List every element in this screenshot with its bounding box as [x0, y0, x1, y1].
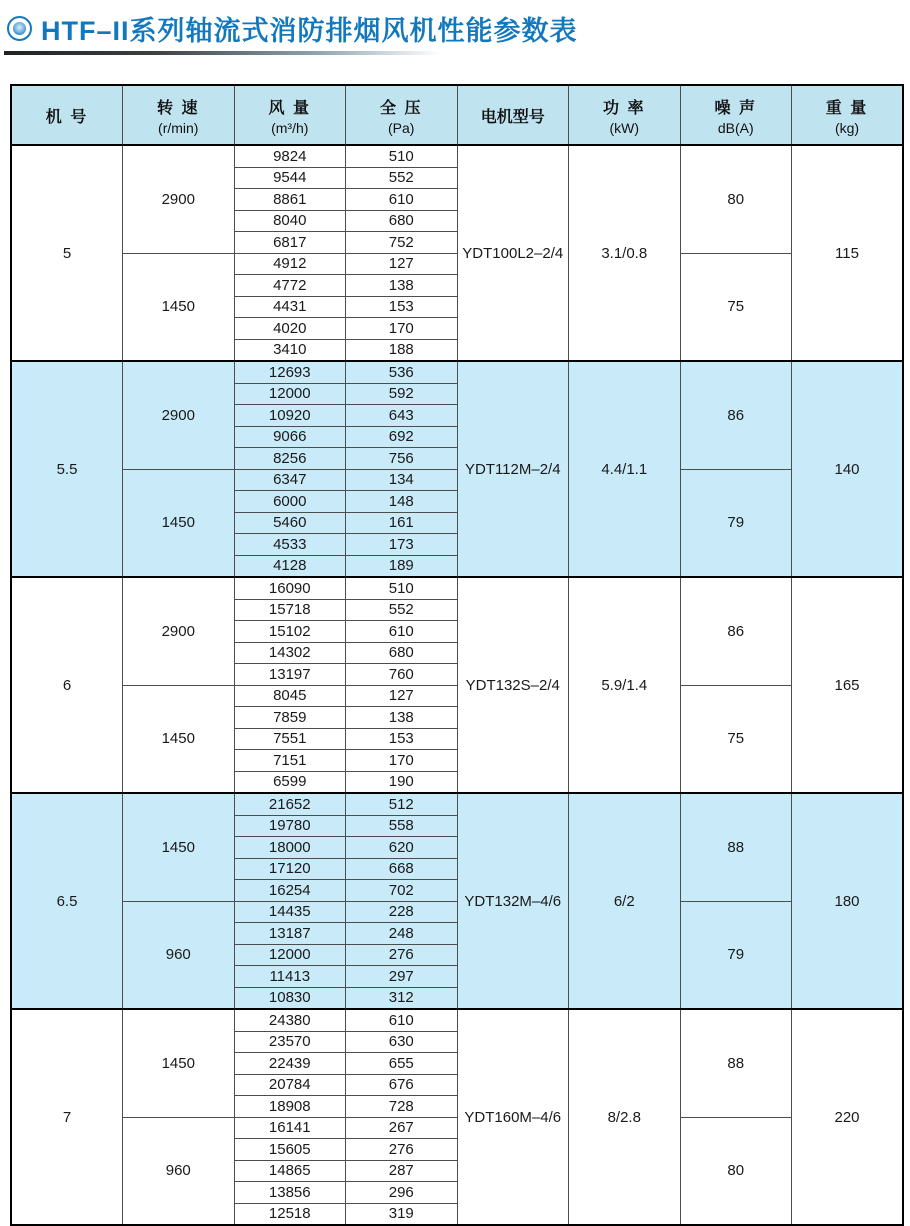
airflow-cell: 7859 [234, 707, 346, 729]
pressure-cell: 512 [346, 793, 458, 815]
model-no-cell: 5 [11, 145, 123, 361]
airflow-cell: 19780 [234, 815, 346, 837]
pressure-cell: 610 [346, 621, 458, 643]
pressure-cell: 536 [346, 361, 458, 383]
pressure-cell: 267 [346, 1117, 458, 1139]
airflow-cell: 12000 [234, 383, 346, 405]
power-cell: 5.9/1.4 [569, 577, 681, 793]
pressure-cell: 153 [346, 728, 458, 750]
airflow-cell: 6599 [234, 771, 346, 793]
table-row [11, 1009, 903, 1031]
airflow-cell: 16090 [234, 577, 346, 599]
airflow-cell: 4533 [234, 534, 346, 556]
weight-cell: 165 [792, 577, 904, 793]
airflow-cell: 8861 [234, 189, 346, 211]
airflow-cell: 7151 [234, 750, 346, 772]
weight-cell: 140 [792, 361, 904, 577]
pressure-cell: 127 [346, 253, 458, 275]
pressure-cell: 610 [346, 189, 458, 211]
noise-cell: 80 [680, 145, 792, 253]
pressure-cell: 170 [346, 318, 458, 340]
pressure-cell: 189 [346, 555, 458, 577]
motor-model-cell: YDT132S–2/4 [457, 577, 569, 793]
airflow-cell: 22439 [234, 1053, 346, 1075]
speed-cell: 2900 [123, 361, 235, 469]
pressure-cell: 680 [346, 642, 458, 664]
pressure-cell: 170 [346, 750, 458, 772]
airflow-cell: 18000 [234, 837, 346, 859]
weight-cell: 180 [792, 793, 904, 1009]
power-cell: 3.1/0.8 [569, 145, 681, 361]
airflow-cell: 16254 [234, 880, 346, 902]
airflow-cell: 12000 [234, 944, 346, 966]
airflow-cell: 6347 [234, 469, 346, 491]
pressure-cell: 760 [346, 664, 458, 686]
pressure-cell: 592 [346, 383, 458, 405]
page-header [0, 0, 910, 48]
airflow-cell: 6000 [234, 491, 346, 513]
noise-cell: 75 [680, 253, 792, 361]
model-no-cell: 6.5 [11, 793, 123, 1009]
weight-cell: 115 [792, 145, 904, 361]
airflow-cell: 24380 [234, 1009, 346, 1031]
col-header-weight: 重 量 (kg) [792, 85, 904, 145]
airflow-cell: 6817 [234, 232, 346, 254]
title-underline-rule [4, 51, 440, 55]
airflow-cell: 13856 [234, 1182, 346, 1204]
pressure-cell: 510 [346, 145, 458, 167]
motor-model-cell: YDT100L2–2/4 [457, 145, 569, 361]
pressure-cell: 668 [346, 858, 458, 880]
airflow-cell: 4020 [234, 318, 346, 340]
noise-cell: 88 [680, 793, 792, 901]
motor-model-cell: YDT132M–4/6 [457, 793, 569, 1009]
pressure-cell: 287 [346, 1160, 458, 1182]
airflow-cell: 21652 [234, 793, 346, 815]
table-row [11, 145, 903, 167]
airflow-cell: 15718 [234, 599, 346, 621]
pressure-cell: 190 [346, 771, 458, 793]
airflow-cell: 8040 [234, 210, 346, 232]
col-header-motor-model: 电机型号 [457, 85, 569, 145]
airflow-cell: 13187 [234, 923, 346, 945]
table-header [11, 85, 903, 145]
airflow-cell: 14865 [234, 1160, 346, 1182]
airflow-cell: 13197 [234, 664, 346, 686]
power-cell: 8/2.8 [569, 1009, 681, 1225]
motor-model-cell: YDT112M–2/4 [457, 361, 569, 577]
airflow-cell: 4128 [234, 555, 346, 577]
airflow-cell: 15605 [234, 1139, 346, 1161]
pressure-cell: 276 [346, 1139, 458, 1161]
pressure-cell: 676 [346, 1074, 458, 1096]
pressure-cell: 276 [346, 944, 458, 966]
airflow-cell: 3410 [234, 339, 346, 361]
page-title: HTF–II系列轴流式消防排烟风机性能参数表 [41, 16, 578, 46]
airflow-cell: 7551 [234, 728, 346, 750]
fan-performance-table [10, 84, 904, 1226]
airflow-cell: 4431 [234, 296, 346, 318]
speed-cell: 1450 [123, 469, 235, 577]
speed-cell: 1450 [123, 253, 235, 361]
pressure-cell: 188 [346, 339, 458, 361]
airflow-cell: 20784 [234, 1074, 346, 1096]
airflow-cell: 16141 [234, 1117, 346, 1139]
pressure-cell: 728 [346, 1096, 458, 1118]
col-header-speed: 转 速 (r/min) [123, 85, 235, 145]
model-no-cell: 7 [11, 1009, 123, 1225]
pressure-cell: 558 [346, 815, 458, 837]
speed-cell: 1450 [123, 1009, 235, 1117]
noise-cell: 86 [680, 361, 792, 469]
col-header-model-no: 机 号 [11, 85, 123, 145]
airflow-cell: 14302 [234, 642, 346, 664]
pressure-cell: 655 [346, 1053, 458, 1075]
pressure-cell: 643 [346, 405, 458, 427]
col-header-power: 功 率 (kW) [569, 85, 681, 145]
pressure-cell: 248 [346, 923, 458, 945]
table-row [11, 577, 903, 599]
speed-cell: 2900 [123, 145, 235, 253]
pressure-cell: 312 [346, 987, 458, 1009]
pressure-cell: 680 [346, 210, 458, 232]
pressure-cell: 692 [346, 426, 458, 448]
pressure-cell: 173 [346, 534, 458, 556]
model-no-cell: 6 [11, 577, 123, 793]
pressure-cell: 620 [346, 837, 458, 859]
pressure-cell: 510 [346, 577, 458, 599]
airflow-cell: 9824 [234, 145, 346, 167]
col-header-noise: 噪 声 dB(A) [680, 85, 792, 145]
noise-cell: 79 [680, 901, 792, 1009]
pressure-cell: 552 [346, 167, 458, 189]
speed-cell: 960 [123, 901, 235, 1009]
model-no-cell: 5.5 [11, 361, 123, 577]
airflow-cell: 15102 [234, 621, 346, 643]
airflow-cell: 23570 [234, 1031, 346, 1053]
table-row [11, 361, 903, 383]
speed-cell: 960 [123, 1117, 235, 1225]
airflow-cell: 11413 [234, 966, 346, 988]
pressure-cell: 752 [346, 232, 458, 254]
pressure-cell: 148 [346, 491, 458, 513]
speed-cell: 1450 [123, 793, 235, 901]
airflow-cell: 12693 [234, 361, 346, 383]
noise-cell: 79 [680, 469, 792, 577]
pressure-cell: 138 [346, 275, 458, 297]
airflow-cell: 8045 [234, 685, 346, 707]
airflow-cell: 8256 [234, 448, 346, 470]
noise-cell: 86 [680, 577, 792, 685]
airflow-cell: 14435 [234, 901, 346, 923]
airflow-cell: 10920 [234, 405, 346, 427]
pressure-cell: 161 [346, 512, 458, 534]
col-header-pressure: 全 压 (Pa) [346, 85, 458, 145]
airflow-cell: 5460 [234, 512, 346, 534]
table-row [11, 793, 903, 815]
pressure-cell: 702 [346, 880, 458, 902]
airflow-cell: 4912 [234, 253, 346, 275]
airflow-cell: 12518 [234, 1203, 346, 1225]
airflow-cell: 18908 [234, 1096, 346, 1118]
pressure-cell: 756 [346, 448, 458, 470]
power-cell: 4.4/1.1 [569, 361, 681, 577]
pressure-cell: 297 [346, 966, 458, 988]
pressure-cell: 138 [346, 707, 458, 729]
airflow-cell: 17120 [234, 858, 346, 880]
speed-cell: 1450 [123, 685, 235, 793]
airflow-cell: 9066 [234, 426, 346, 448]
noise-cell: 80 [680, 1117, 792, 1225]
pressure-cell: 319 [346, 1203, 458, 1225]
col-header-airflow: 风 量 (m³/h) [234, 85, 346, 145]
pressure-cell: 134 [346, 469, 458, 491]
airflow-cell: 9544 [234, 167, 346, 189]
table-body [11, 145, 903, 1225]
airflow-cell: 10830 [234, 987, 346, 1009]
airflow-cell: 4772 [234, 275, 346, 297]
pressure-cell: 228 [346, 901, 458, 923]
motor-model-cell: YDT160M–4/6 [457, 1009, 569, 1225]
noise-cell: 75 [680, 685, 792, 793]
weight-cell: 220 [792, 1009, 904, 1225]
pressure-cell: 552 [346, 599, 458, 621]
pressure-cell: 630 [346, 1031, 458, 1053]
pressure-cell: 296 [346, 1182, 458, 1204]
pressure-cell: 610 [346, 1009, 458, 1031]
power-cell: 6/2 [569, 793, 681, 1009]
speed-cell: 2900 [123, 577, 235, 685]
pressure-cell: 127 [346, 685, 458, 707]
target-circle-icon [7, 16, 32, 41]
pressure-cell: 153 [346, 296, 458, 318]
noise-cell: 88 [680, 1009, 792, 1117]
